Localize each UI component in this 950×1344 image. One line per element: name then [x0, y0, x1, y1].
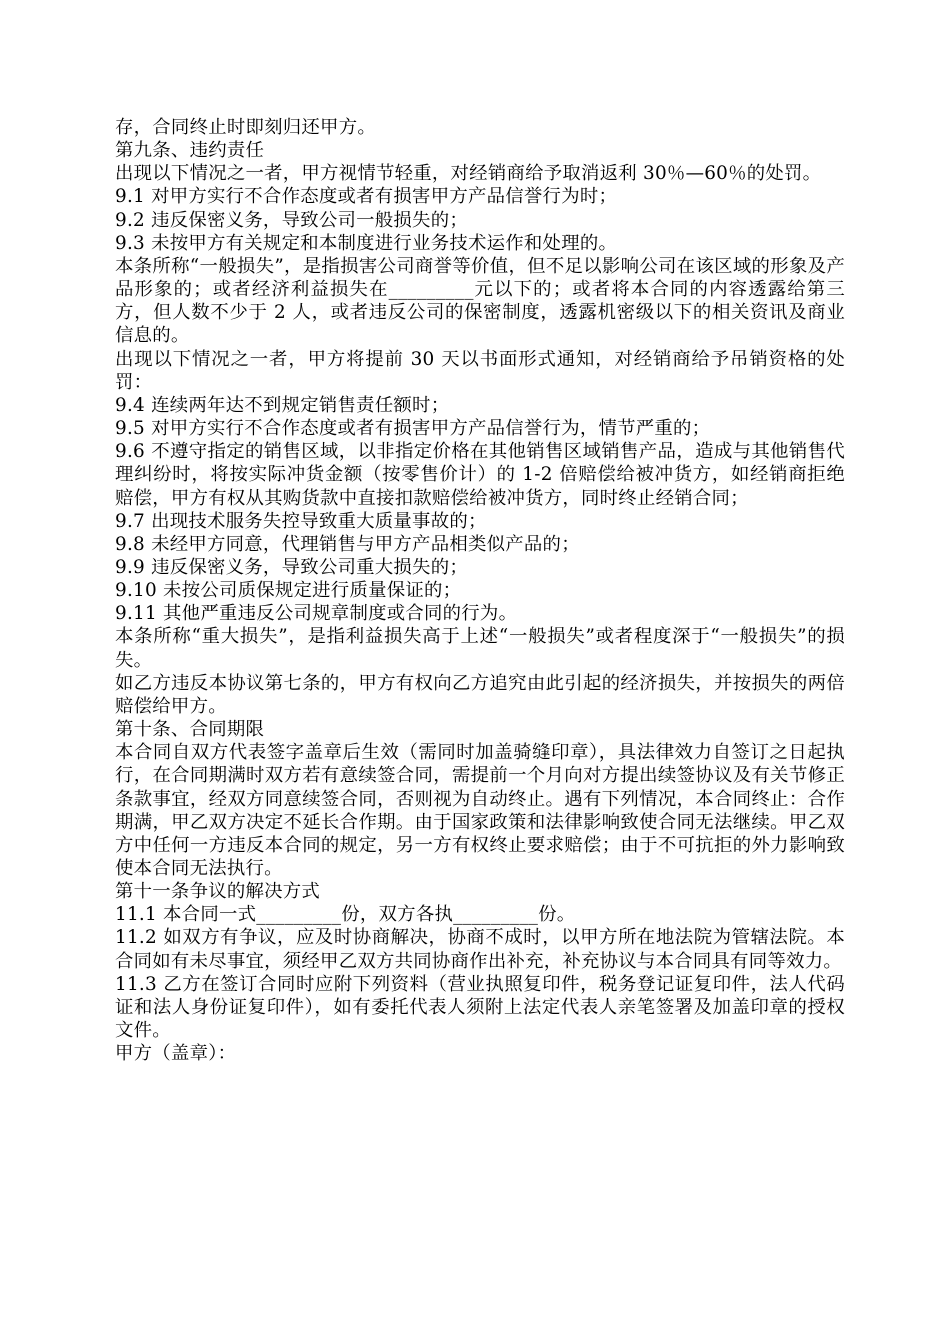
clause-9-7: 9.7 出现技术服务失控导致重大质量事故的；: [115, 510, 487, 532]
section-heading-article-9: 第九条、违约责任: [115, 140, 265, 162]
paragraph-continuation: 存，合同终止时即刻归还甲方。: [115, 117, 376, 138]
paragraph-general-loss-definition: 本条所称“一般损失”，是指损害公司商誉等价值，但不足以影响公司在该区域的形象及产品形象的；或者经济利益损失在_________元以下的；或者将本合同的内容透露给第三方，但人数不少于 2 人，或者违反公司的保密制度，透露机密级以下的相关资讯及商业信息的。: [115, 255, 845, 347]
clause-9-9: 9.9 违反保密义务，导致公司重大损失的；: [115, 556, 468, 578]
section-heading-article-11: 第十一条争议的解决方式: [115, 881, 321, 903]
clause-9-5: 9.5 对甲方实行不合作态度或者有损害甲方产品信誉行为，情节严重的；: [115, 418, 711, 440]
paragraph-contract-term: 本合同自双方代表签字盖章后生效（需同时加盖骑缝印章），具法律效力自签订之日起执行，在合同期满时双方若有意续签合同，需提前一个月向对方提出续签协议及有关节修正条款事宜，经双方同意续签合同，否则视为自动终止。遇有下列情况，本合同终止：合作期满，甲乙双方决定不延长合作期。由于国家政策和法律影响致使合同无法继续。甲乙双方中任何一方违反本合同的规定，另一方有权终止要求赔偿；由于不可抗拒的外力影响致使本合同无法执行。: [115, 742, 845, 879]
signature-party-a: 甲方（盖章）：: [115, 1043, 237, 1065]
clause-9-8: 9.8 未经甲方同意，代理销售与甲方产品相类似产品的；: [115, 533, 580, 555]
clause-9-3: 9.3 未按甲方有关规定和本制度进行业务技术运作和处理的。: [115, 232, 618, 254]
clause-9-2: 9.2 违反保密义务，导致公司一般损失的；: [115, 209, 468, 231]
clause-9-4: 9.4 连续两年达不到规定销售责任额时；: [115, 394, 450, 416]
clause-9-10: 9.10 未按公司质保规定进行质量保证的；: [115, 580, 462, 602]
paragraph-major-loss-definition: 本条所称“重大损失”，是指利益损失高于上述“一般损失”或者程度深于“一般损失”的损失。: [115, 626, 845, 671]
clause-9-1: 9.1 对甲方实行不合作态度或者有损害甲方产品信誉行为时；: [115, 186, 618, 208]
clause-11-1: 11.1 本合同一式_________份，双方各执_________份。: [115, 904, 576, 926]
paragraph-article-7-breach: 如乙方违反本协议第七条的，甲方有权向乙方追究由此引起的经济损失，并按损失的两倍赔偿给甲方。: [115, 672, 845, 717]
document-page: [115, 116, 845, 1065]
paragraph-revocation-intro: 出现以下情况之一者，甲方将提前 30 天以书面形式通知，对经销商给予吊销资格的处罚：: [115, 348, 845, 393]
section-heading-article-10: 第十条、合同期限: [115, 719, 265, 741]
clause-11-2: 11.2 如双方有争议，应及时协商解决，协商不成时，以甲方所在地法院为管辖法院。本合同如有未尽事宜，须经甲乙双方共同协商作出补充，补充协议与本合同具有同等效力。: [115, 927, 845, 972]
clause-9-6: 9.6 不遵守指定的销售区域，以非指定价格在其他销售区域销售产品，造成与其他销售代理纠纷时，将按实际冲货金额（按零售价计）的 1-2 倍赔偿给被冲货方，如经销商拒绝赔偿，甲方有权从其购货款中直接扣款赔偿给被冲货方，同时终止经销合同；: [115, 441, 845, 509]
clause-9-11: 9.11 其他严重违反公司规章制度或合同的行为。: [115, 603, 518, 625]
paragraph-penalty-intro: 出现以下情况之一者，甲方视情节轻重，对经销商给予取消返利 30％—60％的处罚。: [115, 163, 822, 185]
clause-11-3: 11.3 乙方在签订合同时应附下列资料（营业执照复印件，税务登记证复印件，法人代码证和法人身份证复印件），如有委托代表人须附上法定代表人亲笔签署及加盖印章的授权文件。: [115, 973, 845, 1042]
